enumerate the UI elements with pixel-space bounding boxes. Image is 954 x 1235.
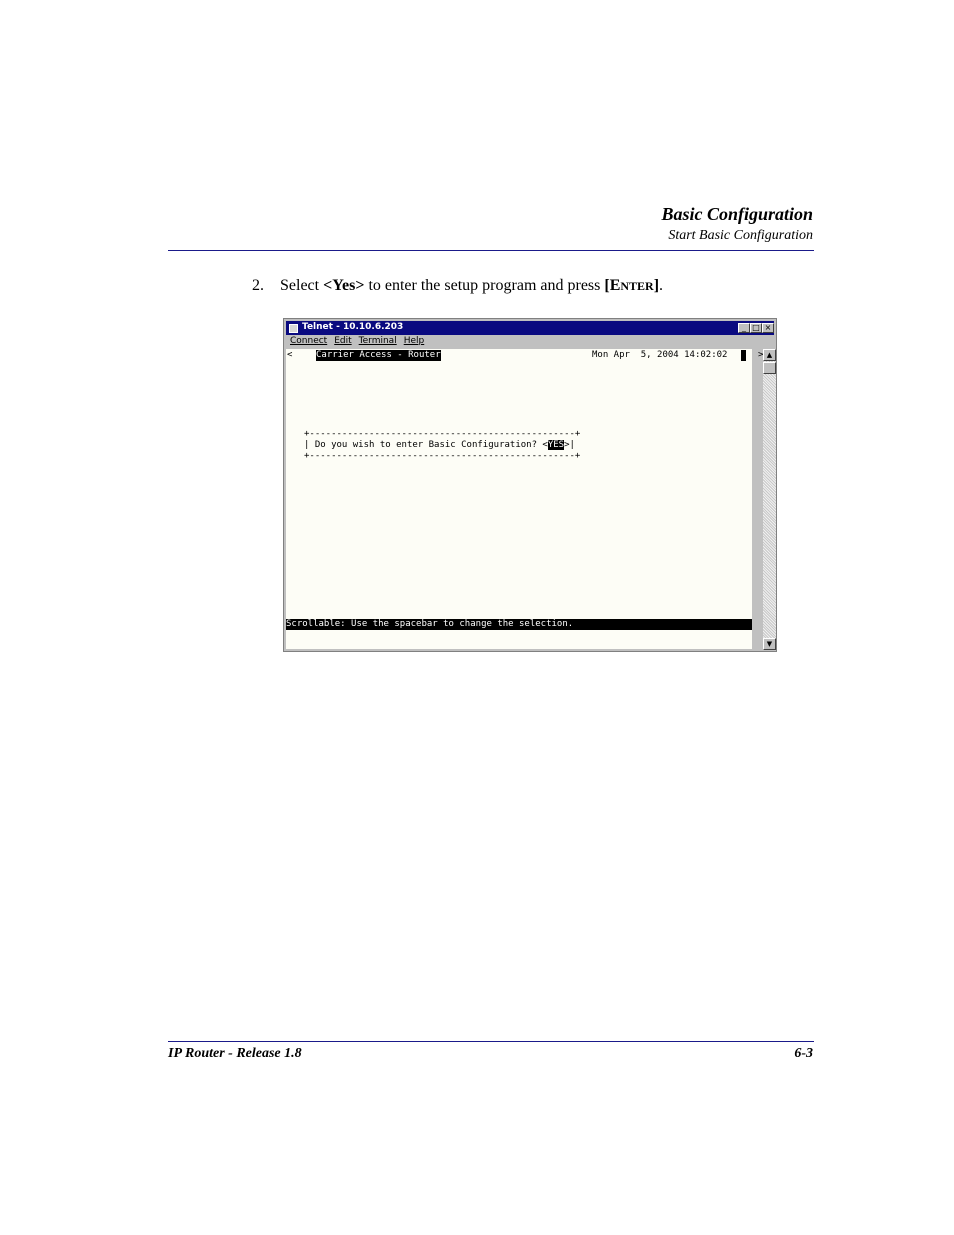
nav-left-arrow: < (287, 350, 293, 360)
router-banner: Carrier Access - Router (316, 350, 441, 360)
close-button[interactable]: × (762, 323, 774, 333)
terminal-cursor (741, 350, 746, 361)
enter-key-first: E (609, 277, 621, 294)
minimize-button[interactable]: _ (738, 323, 750, 333)
yes-option[interactable]: YES (547, 440, 565, 450)
menu-help[interactable]: Help (403, 336, 425, 346)
telnet-title: Telnet - 10.10.6.203 (302, 322, 404, 332)
menu-edit[interactable]: Edit (334, 336, 352, 346)
page-number: 6-3 (794, 1046, 813, 1061)
maximize-button[interactable]: □ (750, 323, 762, 333)
step-text-before: Select (280, 277, 324, 294)
menu-connect[interactable]: Connect (290, 336, 328, 346)
datetime-readout: Mon Apr 5, 2004 14:02:02 (592, 350, 728, 360)
menu-terminal[interactable]: Terminal (358, 336, 397, 346)
config-prompt (304, 440, 575, 451)
section-subtitle: Start Basic Configuration (668, 228, 813, 243)
footer-product: IP Router - Release 1.8 (168, 1046, 302, 1061)
prompt-prefix: | Do you wish to enter Basic Configuration? < (304, 440, 548, 450)
scroll-down-button[interactable]: ▼ (763, 638, 776, 650)
step-instruction (252, 277, 663, 295)
bracket-close: ] (653, 277, 660, 294)
nav-right-arrow: > (758, 350, 764, 360)
telnet-menubar (286, 336, 774, 348)
step-number: 2. (252, 277, 264, 294)
step-text-middle: to enter the setup program and press (364, 277, 605, 294)
vertical-scrollbar[interactable] (763, 349, 776, 650)
header-divider (168, 250, 814, 251)
step-yes-label: <Yes> (323, 277, 365, 294)
terminal-screen[interactable] (286, 349, 764, 649)
telnet-titlebar[interactable] (286, 321, 774, 335)
section-title: Basic Configuration (661, 204, 813, 224)
step-period: . (659, 277, 664, 294)
dialog-border-bottom: +-------------------------------------------------+ (304, 451, 581, 461)
status-line: Scrollable: Use the spacebar to change the selection. (286, 619, 752, 630)
footer-divider (168, 1041, 814, 1042)
scroll-up-button[interactable]: ▲ (763, 349, 776, 361)
dialog-border-top: +-------------------------------------------------+ (304, 429, 581, 439)
enter-key-rest: NTER (620, 279, 654, 293)
prompt-suffix: >| (564, 440, 575, 450)
scroll-thumb[interactable] (763, 362, 776, 374)
telnet-window (283, 318, 777, 652)
telnet-app-icon[interactable] (289, 324, 298, 333)
bracket-open: [ (604, 277, 610, 294)
